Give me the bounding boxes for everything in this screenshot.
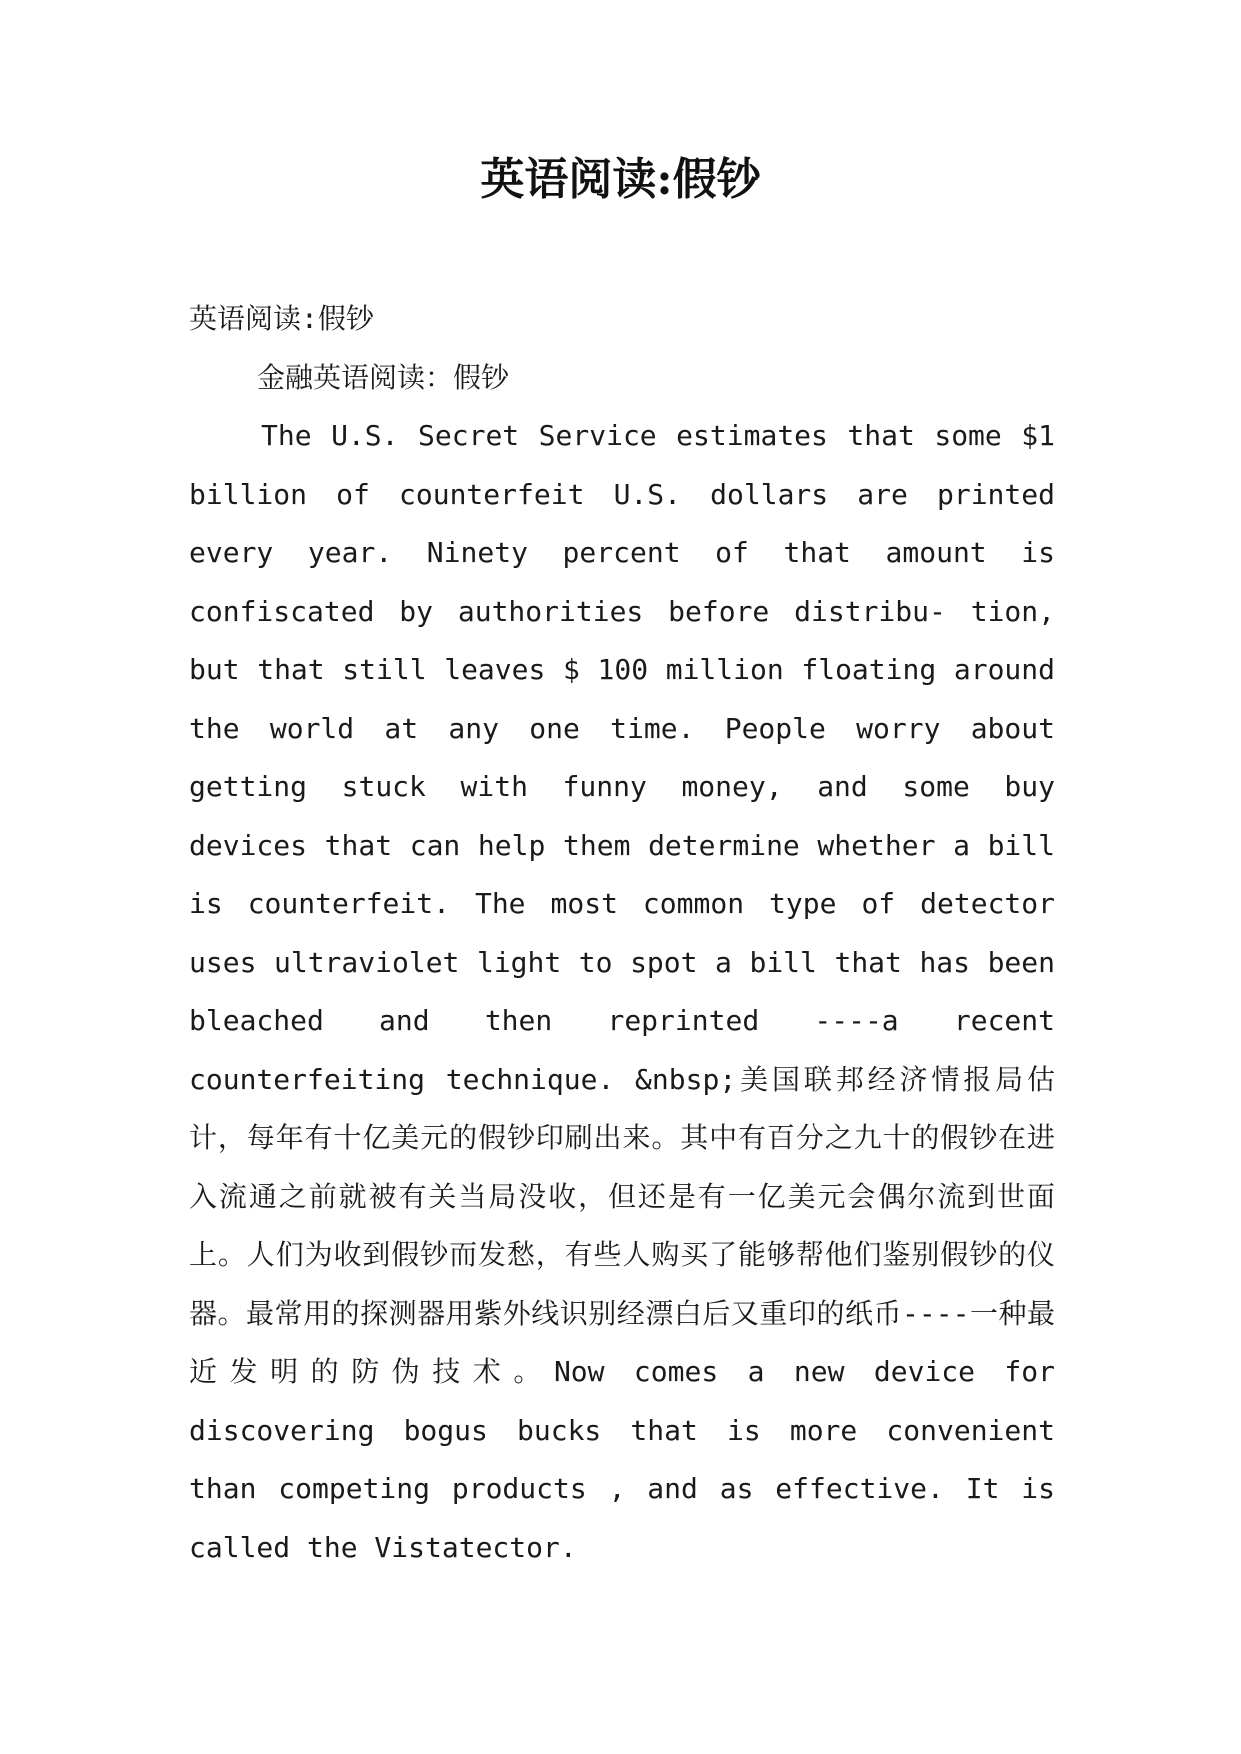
body-paragraph bbox=[189, 407, 1055, 1577]
chinese-translation: 美国联邦经济情报局估计，每年有十亿美元的假钞印刷出来。其中有百分之九十的假钞在进入流通之前就被有关当局没收，但还是有一亿美元会偶尔流到世面上。人们为收到假钞而发愁，有些人购买了能够帮他们鉴别假钞的仪器。最常用的探测器用紫外线识别经漂白后又重印的纸币----一种最近发明的防伪技术。 bbox=[189, 1062, 1055, 1388]
english-text-2: Now comes a new device for discovering bogus bucks that is more convenient than competing products , and as effective. It is called the Vistatector. bbox=[189, 1355, 1055, 1564]
english-text-1: The U.S. Secret Service estimates that some $1 billion of counterfeit U.S. dollars are printed every year. Ninety percent of that amount is confiscated by authorities before distribu- tion, but that still leaves $ 100 million floating around the world at any one time. People worry about getting stuck with funny money, and some buy devices that can help them determine whether a bill is counterfeit. The most common type of detector uses ultraviolet light to spot a bill that has been bleached and then reprinted ----a recent counterfeiting technique. &nbsp; bbox=[189, 419, 1055, 1096]
document-body bbox=[189, 290, 1055, 1577]
document-title: 英语阅读:假钞 bbox=[480, 154, 761, 205]
article-subtitle: 金融英语阅读：假钞 bbox=[257, 360, 510, 394]
section-heading: 英语阅读:假钞 bbox=[189, 302, 374, 335]
